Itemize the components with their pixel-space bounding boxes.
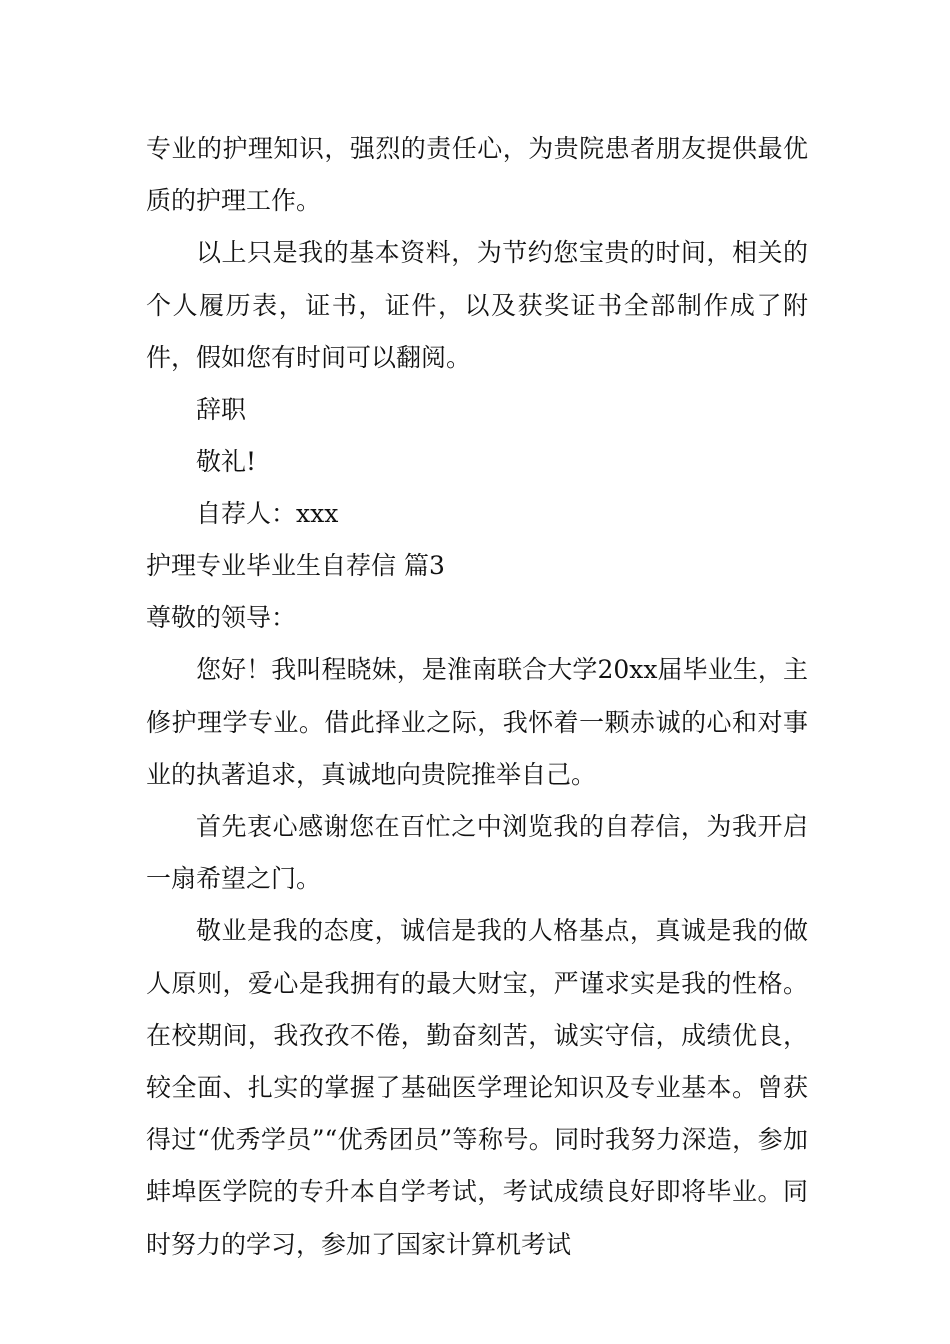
previous-letter-ending	[146, 123, 808, 541]
section-title: 护理专业毕业生自荐信 篇3	[146, 551, 445, 580]
signature-line: 自荐人：xxx	[196, 499, 339, 529]
materials-paragraph: 以上只是我的基本资料，为节约您宝贵的时间，相关的个人履历表，证书，证件，以及获奖证书全部制作成了附件，假如您有时间可以翻阅。	[146, 238, 808, 372]
attitude-paragraph: 敬业是我的态度，诚信是我的人格基点，真诚是我的做人原则，爱心是我拥有的最大财宝，严谨求实是我的性格。在校期间，我孜孜不倦，勤奋刻苦，诚实守信，成绩优良，较全面、扎实的掌握了基础医学理论知识及专业基本。曾获得过“优秀学员”“优秀团员”等称号。同时我努力深造，参加蚌埠医学院的专升本自学考试，考试成绩良好即将毕业。同时努力的学习，参加了国家计算机考试	[146, 916, 808, 1259]
closing-line-2: 敬礼!	[196, 447, 257, 477]
thanks-paragraph: 首先衷心感谢您在百忙之中浏览我的自荐信，为我开启一扇希望之门。	[146, 812, 808, 894]
intro-paragraph: 您好！我叫程晓妹，是淮南联合大学20xx届毕业生，主修护理学专业。借此择业之际，我怀着一颗赤诚的心和对事业的执著追求，真诚地向贵院推举自己。	[146, 655, 808, 789]
continuation-paragraph: 专业的护理知识，强烈的责任心，为贵院患者朋友提供最优质的护理工作。	[146, 134, 808, 216]
salutation: 尊敬的领导：	[146, 603, 297, 633]
closing-line-1: 辞职	[196, 395, 247, 425]
letter-section-3	[146, 540, 808, 1271]
